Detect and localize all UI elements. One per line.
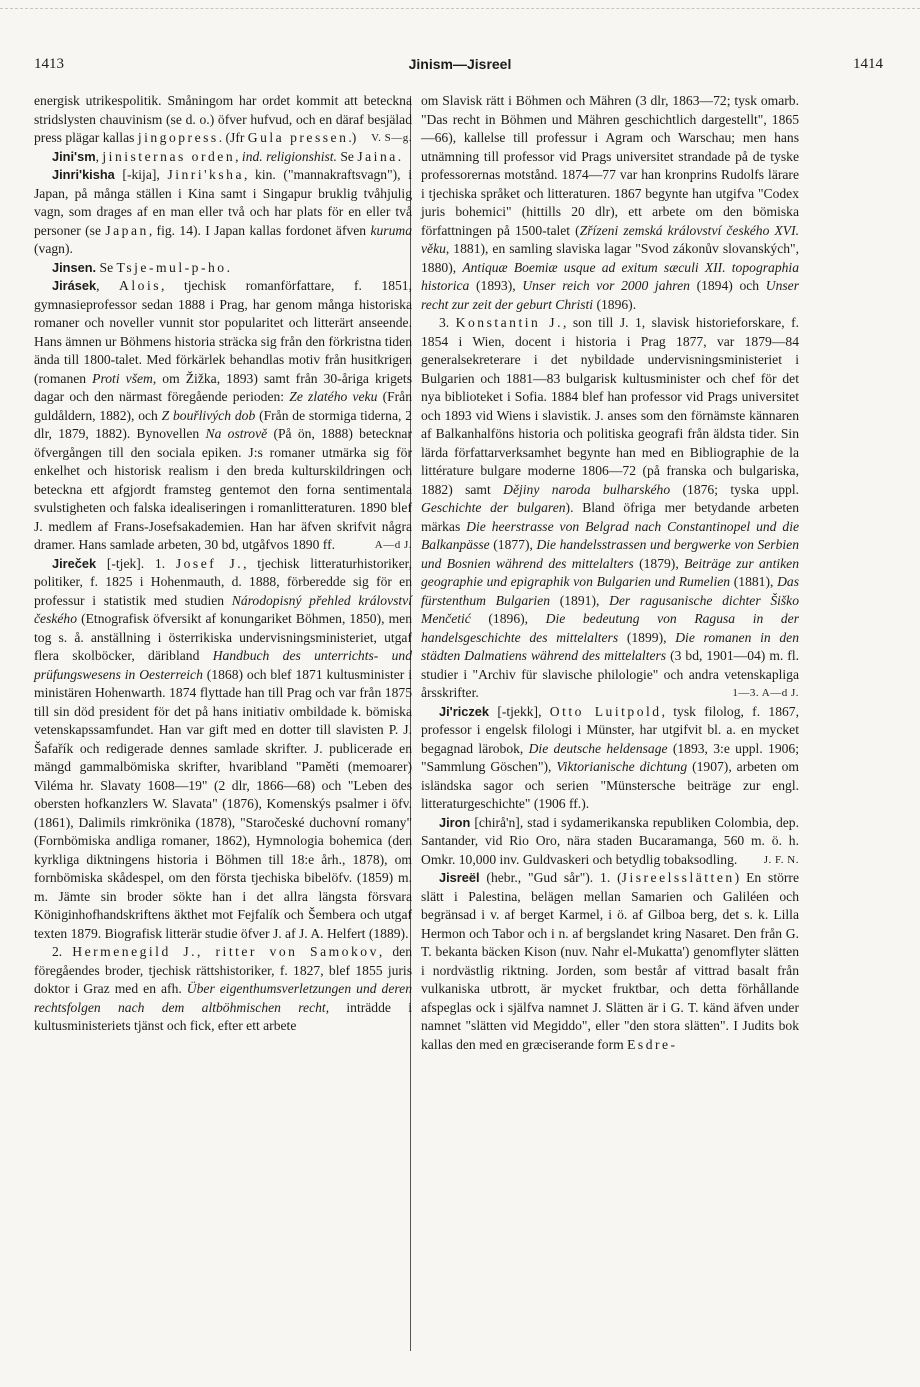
entry-text: (1896), xyxy=(470,611,546,626)
entry-text: (1868) och blef 1871 kultusminister i ministären Hohenwarth. 1874 flyttade han till Prag och var från 1875 till sin död president för det på hans initiativ ombildade k. bömiska vetenskapssamfundet. Han var gift med en dotter till slavisten P. J. Šafařík och redigerade dennes samlade skrifter. J. publicerade en mängd gammalbömiska skrifter, hvaribland "Paměti (memoarer) Viléma hr. Slavaty 1608—19" (2 dlr, 1866—68) och "Leben des obersten hofkanzlers W. Slavata" (1876), Komenskýs psalmer i öfv. (1861), Dalimils rimkrönika (1878), "Staročeské duchovní romany" (Fornbömiska andliga romaner, 1862), Hymnologia bohemica (den kyrkliga diktningens historia i Böhmen till 18:e årh., 1878), om fornbömiska skådespel, om den första tjechiska bibelöfv. (1859) m. m. Jämte sin broder sökte han i det allra längsta försvara Königinhofhandskriftens äkthet mot Fejfalík och Šembera och utgaf texten 1879. Biografisk litterär studie öfver J. af J. A. Helfert (1889). xyxy=(34,666,412,941)
entry-text: . (Jfr xyxy=(218,130,248,145)
work-title: Die bedeutung von Ragusa in der handelsgeschichte des mittelalters xyxy=(421,611,799,645)
work-title: Geschichte der bulgaren xyxy=(421,500,566,515)
work-title: Z bouřlivých dob xyxy=(161,407,256,423)
headword: Jinsen. xyxy=(52,259,97,275)
work-title: Proti všem xyxy=(92,370,153,386)
headword: Jireček xyxy=(52,555,97,571)
entry-text: , om Žižka, 1893) samt från 30-åriga krigets dagar och den närmast föregående perioden: xyxy=(34,370,412,404)
work-title: Die deutsche heldensage xyxy=(528,740,668,756)
running-title: Jinism—Jisreel xyxy=(408,56,512,72)
work-title: Dějiny naroda bulharského xyxy=(503,481,671,497)
entry-text: om Slavisk rätt i Böhmen och Mähren (3 dlr, 1863—72; tysk omarb. "Das recht in Böhmen und Mähren geschichtlich dargestellt", 1865—66), kallelse till professur i Agram och Warschau; men hans utnämning till professor vid Prags universitet strandade på de tyske professorernas motstånd. 1874—77 var han kronprins Rudolfs lärare i tjechiska språket och litteraturen. 1867 begynte han utgifva "Codex juris bohemici" (hittills 20 dlr), ett arbete om den bömiska författningen på 1500-talet ( xyxy=(421,93,799,238)
entry-text: , tjechisk litteraturhistoriker, politiker, f. 1825 i Hohenmauth, d. 1888, förberedde sig för en professur i statistik med studien xyxy=(34,555,413,608)
headword: Jirásek xyxy=(52,278,97,293)
entry-text: (hebr., "Gud sår"). 1. ( xyxy=(479,870,622,885)
spaced-term: jingopress xyxy=(137,130,219,145)
page-number-right: 1414 xyxy=(853,56,883,72)
entry-text: , xyxy=(95,148,103,164)
entry-jirasek xyxy=(34,277,412,555)
author-signature: V. S—g. xyxy=(371,132,412,144)
entry-jinrikisha xyxy=(34,166,412,259)
entry-text: (Etnografisk öfversikt af konungariket Böhmen, 1850), men tog s. å. anställning i österrikiska undervisningsministeriet, utgaf flera skolböcker, däribland xyxy=(34,611,412,663)
headword: Jisreël xyxy=(439,870,480,885)
entry-jinism xyxy=(34,148,412,167)
entry-text: 2. xyxy=(52,944,73,959)
top-scan-edge xyxy=(0,8,920,9)
entry-text: . xyxy=(226,259,230,275)
spaced-term: Jinri'ksha xyxy=(167,167,244,182)
italic-term: kuruma xyxy=(370,222,413,238)
entry-jiriczek xyxy=(421,703,799,814)
entry-text: , kin. ("mannakraftsvagn"), i Japan, på många ställen i Kina samt i Singapur bruklig tvåhjulig vagn, som drages af en man eller två och har plats för en eller två personer (se xyxy=(34,167,412,238)
entry-text: , tjechisk romanförfattare, f. 1851, gymnasieprofessor sedan 1888 i Prag, har genom många historiska romaner och noveller vunnit stor popularitet och litterärt anseende. Hans ämnen ur Böhmens historia sträcka sig från den förkristna tiden ända till 1800-talet. Med förkärlek behandlas motiv från husitkrigen (romanen xyxy=(34,278,412,386)
cross-reference: Jaina xyxy=(357,148,398,164)
spaced-term: Otto Luitpold xyxy=(549,703,662,719)
entry-text: (Från guldåldern, 1882), och xyxy=(34,389,413,423)
entry-text: 3. xyxy=(439,315,456,330)
work-title: Die handelsstrassen und bergwerke von Serbien und Bosnien während des mittelalters xyxy=(421,537,800,571)
author-signature: J. F. N. xyxy=(763,853,799,866)
entry-text: , fig. 14). I Japan kallas fordonet äfven xyxy=(148,222,371,238)
entry-text: (vagn). xyxy=(34,241,73,256)
cross-reference: Japan xyxy=(105,222,149,238)
work-title: Unser recht zur zeit der geburt Christi xyxy=(421,278,799,312)
work-title: Die romanen in den städten Dalmatiens während des mittelalters xyxy=(421,629,800,663)
entry-text: (Från de stormiga tiderna, 2 dlr, 1879, 1882). Bynovellen xyxy=(34,407,412,441)
cross-reference: Gula pressen xyxy=(247,130,349,145)
entry-text: (1877), xyxy=(489,537,537,552)
entry-jirecek-konstantin xyxy=(421,314,799,703)
work-title: Das fürstenthum Bulgarien xyxy=(421,574,799,608)
entry-text: (1876; tyska uppl. xyxy=(670,481,800,497)
entry-text: [chirå'n], stad i sydamerikanska republiken Colombia, dep. Santander, vid Rio Oro, nära staden Bucaramanga, 560 m. ö. h. Omkr. 10,000 inv. Guldvaskeri och betydlig tobaksodling. xyxy=(421,814,799,867)
entry-text: (1879), xyxy=(633,555,685,571)
entry-text: energisk utrikespolitik. Småningom har ordet kommit att beteckna stridslysten chauvinism (se d. o.) öfver hufvud, och en däraf besjälad press plägar kallas xyxy=(34,93,412,145)
work-title: Unser reich vor 2000 jahren xyxy=(522,278,690,293)
entry-text: , xyxy=(235,148,242,164)
work-title: Národopisný přehled království českého xyxy=(34,592,412,626)
work-title: Der ragusanische dichter Šiško Menčetić xyxy=(421,592,800,626)
left-column xyxy=(34,92,412,1036)
entry-jirecek xyxy=(34,555,412,944)
entry-text: Se xyxy=(96,259,117,275)
entry-text: (1894) och xyxy=(689,278,766,293)
spaced-term: jinisternas orden xyxy=(102,148,236,164)
entry-text: .) xyxy=(348,130,357,145)
entry-text: [-tjekk], xyxy=(489,703,550,719)
spaced-term: Josef J. xyxy=(175,555,244,571)
spaced-term: Hermenegild J., ritter von Samokov xyxy=(72,944,379,959)
entry-text: Se xyxy=(336,148,358,164)
work-title: Beiträge zur antiken geographie und epigraphik von Bulgarien und Rumelien xyxy=(421,555,800,589)
work-title: Na ostrově xyxy=(205,426,268,441)
headword: Ji'riczek xyxy=(439,703,490,719)
entry-text: (1881), xyxy=(730,574,778,589)
entry-text: , son till J. 1, slavisk historieforskare, f. 1854 i Wien, docent i historia i Prag 1877, var 1879—84 generalsekreterare i det nybildade undervisningsministeriet i Bulgarien och 1881—83 bulgarisk kultusminister och chef för det nya biblioteket i Sofia. 1884 blef han professor vid Prags universitet och 1893 vid Wiens i slavistik. J. anses som den förnämste kännaren af Balkanhalföns historia och politiska geografi från äldsta tider. Sin lärda författarverksamhet begynte han med en Bibliographie de la littérature bulgare moderne 1806—72 (på franska och bulgariska, 1882) samt xyxy=(421,315,799,497)
entry-text: (1899), xyxy=(618,629,676,645)
entry-text: , tysk filolog, f. 1867, professor i engelsk filologi i Münster, har utgifvit bl. a. en mycket begagnad lärobok, xyxy=(421,703,799,756)
author-signature: 1—3. A—d J. xyxy=(732,687,799,699)
entry-jingo-continued xyxy=(34,92,412,148)
author-signature: A—d J. xyxy=(374,539,412,551)
work-title: Ze zlatého veku xyxy=(289,389,378,404)
entry-text: (1907), arbeten om isländska sagor och serien "Münstersche beiträge zur engl. litteraturgeschichte" (1906 ff.). xyxy=(421,759,799,811)
work-title: Handbuch des unterrichts- und prüfungswesens in Oesterreich xyxy=(34,648,412,682)
entry-text: (1893, 3:e uppl. 1906; "Sammlung Göschen"), xyxy=(421,740,799,774)
headword: Jini'sm xyxy=(52,148,96,164)
entry-text: . xyxy=(397,148,402,164)
entry-jisreel xyxy=(421,869,799,1054)
entry-text: , den föregåendes broder, tjechisk rättshistoriker, f. 1827, blef 1855 juris doktor i Graz med en afh. xyxy=(34,944,412,996)
work-title: Viktorianische dichtung xyxy=(556,759,688,774)
entry-text: [-kija], xyxy=(114,167,168,182)
spaced-term: Esdre- xyxy=(627,1036,678,1052)
entry-text: , 1881), en samling slaviska lagar "Svod zákonův slovanských", 1880), xyxy=(421,241,799,275)
entry-text: [-tjek]. 1. xyxy=(96,555,176,571)
spaced-term: Alois xyxy=(119,278,162,293)
entry-text: (1893), xyxy=(469,278,523,293)
entry-text: ) En större slätt i Palestina, belägen mellan Samarien och Galiléen och begränsad i v. af berget Karmel, i ö. af Gilboa berg, det s. k. Lilla Hermon och Tabor och i n. af bergslandet kring Nasaret. Den från G. T. bekanta bäcken Kison (nuv. Nahr el-Mukatta') genomflyter slätten i nordvästlig riktning. Jorden, som består af vittrad basalt från vulkaniska utbrott, är mycket fruktbar, och detta förhållande afspeglas ock i själfva namnet J. Slätten är i G. T. känd äfven under namnet "slätten vid Megiddo", eller "den stora slätten". I Judits bok kallas den med en græciserande form xyxy=(421,870,799,1052)
entry-text: , xyxy=(96,278,120,293)
headword: Jiron xyxy=(439,814,471,830)
entry-text: , inträdde i kultusministeriets tjänst och fick, efter ett arbete xyxy=(34,999,412,1033)
entry-text: (På ön, 1888) betecknar öfvergången till den sociala epiken. J:s romaner utmärka sig för enkelhet och historisk realism i den breda kulturskildringen och beteckna ett afgjordt framsteg gentemot den forna sentimentala svulstigheten och falska idealiseringen i romanlitteraturen. 1890 blef J. medlem af Frans-Josefsakademien. Han har äfven skrifvit några dramer. Hans samlade arbeten, 30 bd, utgåfvos 1890 ff. xyxy=(34,426,412,552)
page-number-left: 1413 xyxy=(34,56,64,72)
entry-hermenegild-continued xyxy=(421,92,799,314)
subject-label: ind. religionshist. xyxy=(241,148,337,164)
spaced-term: Konstantin J. xyxy=(455,315,563,330)
entry-text: (3 bd, 1901—04) m. fl. studier i "Archiv für slavische philologie" och andra vetenskapliga årsskrifter. xyxy=(421,648,800,700)
entry-text: (1891), xyxy=(550,592,610,608)
cross-reference: Tsje-mul-p-ho xyxy=(116,259,227,275)
entry-jiron xyxy=(421,814,799,870)
spaced-term: Jisreelsslätten xyxy=(621,870,735,885)
work-title: Antiquæ Boemiæ usque ad exitum sæculi XII. topographia historica xyxy=(421,259,799,293)
right-column xyxy=(421,92,799,1054)
work-title: Die heerstrasse von Belgrad nach Constantinopel und die Balkanpässe xyxy=(421,518,799,552)
work-title: Zřízeni zemská království českého XVI. věku xyxy=(421,222,799,256)
headword: Jinri'kisha xyxy=(52,167,115,182)
work-title: Über eigenthumsverletzungen und deren rechtsfolgen nach dem altböhmischen recht xyxy=(34,981,413,1015)
entry-jirecek-hermenegild xyxy=(34,943,412,1036)
entry-jinsen xyxy=(34,259,412,278)
entry-text: (1896). xyxy=(593,296,637,312)
entry-text: ). Bland öfriga mer betydande arbeten märkas xyxy=(421,500,800,534)
